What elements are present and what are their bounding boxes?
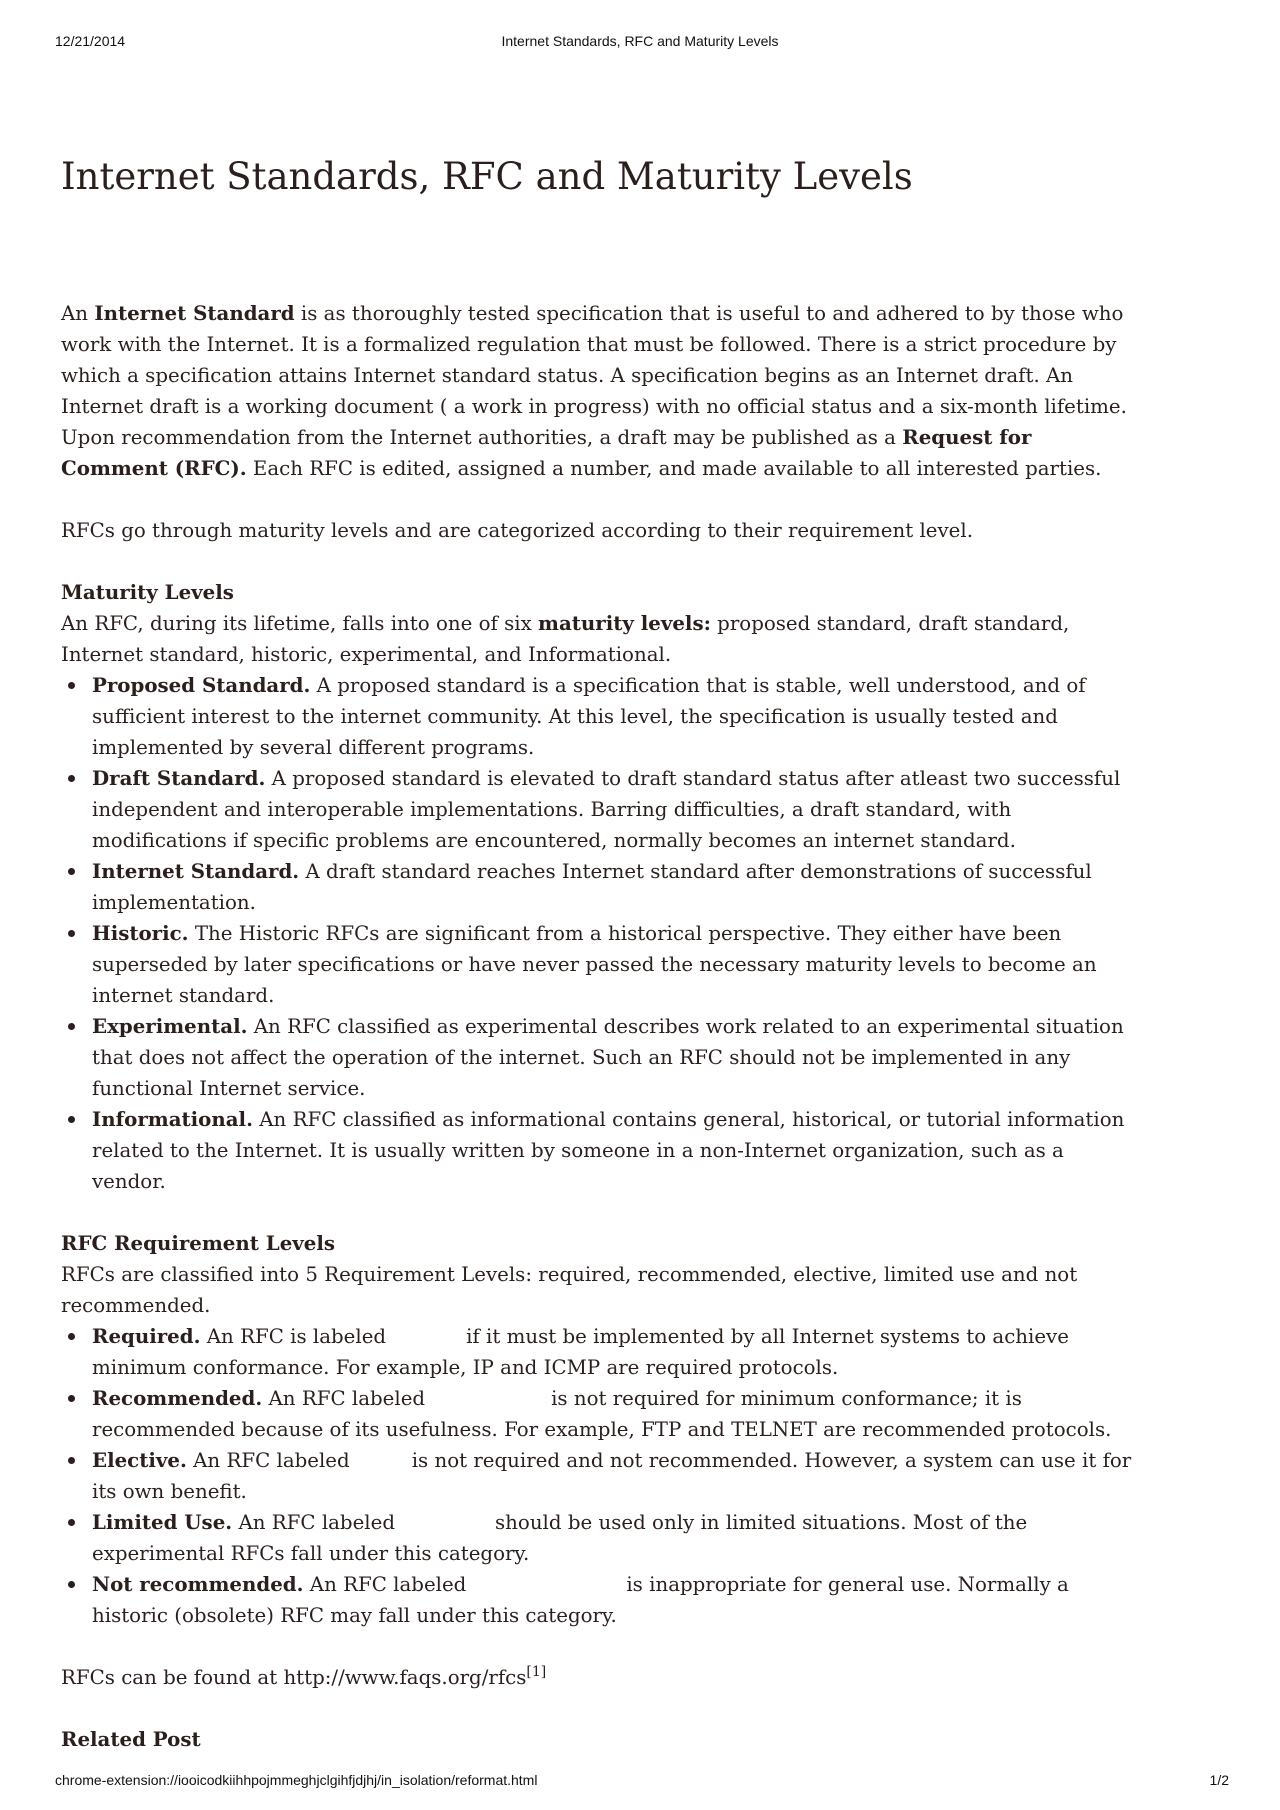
list-item: Internet Standard. A draft standard reaches Internet standard after demonstrations of successful implementation.: [61, 856, 1141, 918]
related-post-heading: Related Post: [61, 1727, 201, 1751]
article: [61, 155, 1141, 1755]
list-item: Historic. The Historic RFCs are significant from a historical perspective. They either have been superseded by later specifications or have never passed the necessary maturity levels to become an internet standard.: [61, 918, 1141, 1011]
term-internet-standard: Internet Standard: [94, 301, 295, 325]
bullet-icon: [68, 1395, 75, 1402]
maturity-list: [61, 670, 1141, 1197]
rfc-url-text: RFCs can be found at http://www.faqs.org/rfcs: [61, 1666, 527, 1689]
list-item: Limited Use. An RFC labeled should be used only in limited situations. Most of the experimental RFCs fall under this category.: [61, 1507, 1141, 1569]
list-item: Informational. An RFC classified as informational contains general, historical, or tutorial information related to the Internet. It is usually written by someone in a non-Internet organization, such as a vendor.: [61, 1104, 1141, 1197]
bullet-icon: [68, 682, 75, 689]
list-item: Elective. An RFC labeled is not required and not recommended. However, a system can use it for its own benefit.: [61, 1445, 1141, 1507]
bullet-icon: [68, 1457, 75, 1464]
maturity-intro: An RFC, during its lifetime, falls into one of six maturity levels: proposed standard, draft standard, Internet standard, historic, experimental, and Informational.: [61, 611, 1070, 666]
requirement-heading: RFC Requirement Levels: [61, 1231, 336, 1255]
bullet-icon: [68, 1581, 75, 1588]
list-item: Proposed Standard. A proposed standard is a specification that is stable, well understood, and of sufficient interest to the internet community. At this level, the specification is usually tested and implemented by several different programs.: [61, 670, 1141, 763]
requirement-intro: RFCs are classified into 5 Requirement Levels: required, recommended, elective, limited use and not recommended.: [61, 1263, 1078, 1317]
list-item: Not recommended. An RFC labeled is inappropriate for general use. Normally a historic (obsolete) RFC may fall under this category.: [61, 1569, 1141, 1631]
maturity-heading: Maturity Levels: [61, 580, 234, 604]
rfc-summary: RFCs go through maturity levels and are categorized according to their requirement level.: [61, 519, 973, 542]
bullet-icon: [68, 868, 75, 875]
bullet-icon: [68, 1519, 75, 1526]
list-item: Required. An RFC is labeled if it must be implemented by all Internet systems to achieve minimum conformance. For example, IP and ICMP are required protocols.: [61, 1321, 1141, 1383]
intro-paragraph: An Internet Standard is as thoroughly tested specification that is useful to and adhered to by those who work with the Internet. It is a formalized regulation that must be followed. There is a strict procedure by which a specification attains Internet standard status. A specification begins as an Internet draft. An Internet draft is a working document ( a work in progress) with no official status and a six-month lifetime. Upon recommendation from the Internet authorities, a draft may be published as a Request for Comment (RFC). Each RFC is edited, assigned a number, and made available to all interested parties.: [61, 301, 1127, 480]
footnote-ref-link[interactable]: [1]: [526, 1664, 547, 1680]
page-title: Internet Standards, RFC and Maturity Levels: [61, 155, 913, 198]
bullet-icon: [68, 930, 75, 937]
print-header-title: Internet Standards, RFC and Maturity Levels: [501, 33, 779, 49]
requirement-list: [61, 1321, 1141, 1631]
bullet-icon: [68, 1333, 75, 1340]
bullet-icon: [68, 775, 75, 782]
page-number: 1/2: [1209, 1772, 1229, 1788]
list-item: Recommended. An RFC labeled is not required for minimum conformance; it is recommended because of its usefulness. For example, FTP and TELNET are recommended protocols.: [61, 1383, 1141, 1445]
list-item: Draft Standard. A proposed standard is elevated to draft standard status after atleast two successful independent and interoperable implementations. Barring difficulties, a draft standard, with modifications if specific problems are encountered, normally becomes an internet standard.: [61, 763, 1141, 856]
term-rfc: Request for Comment (RFC).: [61, 425, 1032, 480]
footer-url: chrome-extension://iooicodkiihhpojmmeghjclgihfjdjhj/in_isolation/reformat.html: [55, 1772, 538, 1788]
rfc-link-line: [61, 1662, 1141, 1693]
bullet-icon: [68, 1023, 75, 1030]
list-item: Experimental. An RFC classified as experimental describes work related to an experimental situation that does not affect the operation of the internet. Such an RFC should not be implemented in any functional Internet service.: [61, 1011, 1141, 1104]
bullet-icon: [68, 1116, 75, 1123]
print-date: 12/21/2014: [55, 33, 126, 49]
